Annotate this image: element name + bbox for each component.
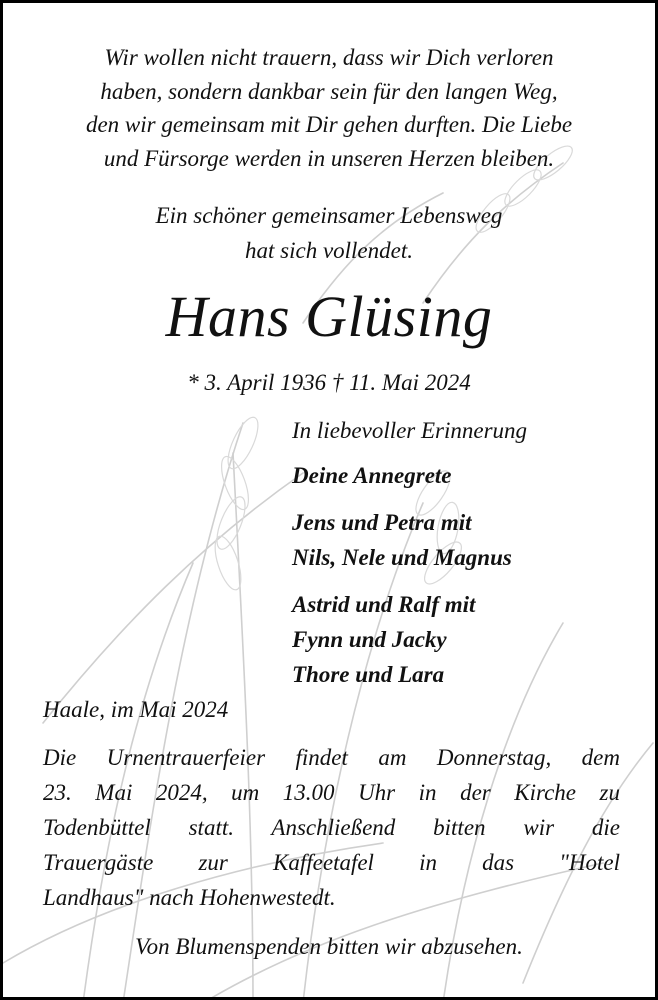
life-dates: * 3. April 1936 † 11. Mai 2024 [187, 370, 471, 395]
family-member: Thore und Lara [292, 662, 445, 687]
ceremony-line-4: Trauergäste zur Kaffeetafel in das "Hotel [43, 850, 620, 875]
family-member: Jens und Petra mit [292, 510, 472, 535]
deceased-name: Hans Glüsing [165, 284, 493, 349]
quote-line-3: den wir gemeinsam mit Dir gehen durften. Die Liebe [85, 112, 573, 137]
place-date: Haale, im Mai 2024 [43, 697, 229, 722]
ceremony-line-5: Landhaus" nach Hohenwestedt. [43, 885, 336, 910]
intro-line-2: hat sich vollendet. [245, 238, 413, 263]
family-member: Astrid und Ralf mit [292, 592, 476, 617]
remembrance-line: In liebevoller Erinnerung [292, 418, 528, 443]
quote-line-4: und Fürsorge werden in unseren Herzen bleiben. [103, 146, 555, 171]
quote-line-1: Wir wollen nicht trauern, dass wir Dich verloren [104, 45, 554, 70]
family-member: Nils, Nele und Magnus [292, 545, 512, 570]
ceremony-line-2: 23. Mai 2024, um 13.00 Uhr in der Kirche zu [43, 780, 620, 805]
quote-line-2: haben, sondern dankbar sein für den langen Weg, [100, 79, 558, 104]
family-member: Deine Annegrete [292, 463, 452, 488]
closing-note: Von Blumenspenden bitten wir abzusehen. [135, 934, 523, 959]
family-member: Fynn und Jacky [292, 627, 447, 652]
ceremony-line-1: Die Urnentrauerfeier findet am Donnerstag, dem [43, 745, 620, 770]
intro-line-1: Ein schöner gemeinsamer Lebensweg [155, 203, 503, 228]
ceremony-line-3: Todenbüttel statt. Anschließend bitten wir die [43, 815, 620, 840]
